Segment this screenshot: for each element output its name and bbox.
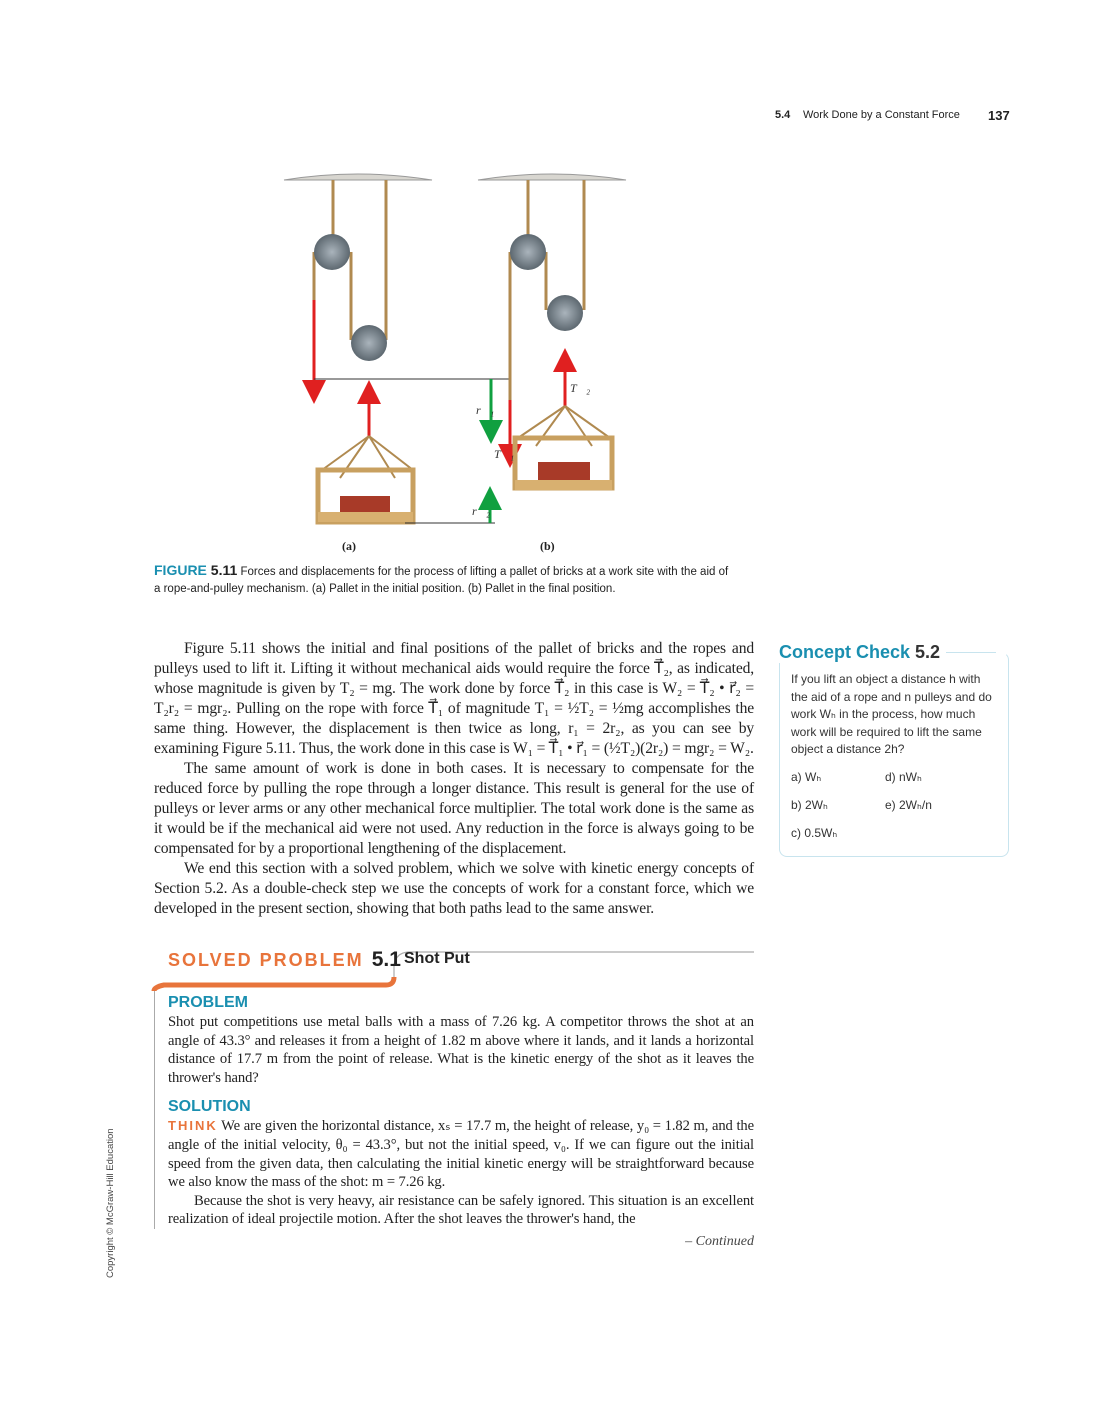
setup-a: [284, 174, 432, 522]
concept-check-title: Concept Check 5.2: [779, 642, 946, 663]
concept-check-question: If you lift an object a distance h with the aid of a rope and n pulleys and do work Wₕ in the process, how much work will be required to lift the same object a distance 2h?: [791, 672, 992, 756]
section-number: 5.4: [775, 109, 791, 121]
solved-problem: [154, 945, 754, 1251]
option-e: e) 2Wₕ/n: [885, 798, 932, 812]
think-label: THINK: [168, 1118, 218, 1134]
option-a: a) Wₕ: [791, 770, 822, 784]
label-panel-a: (a): [342, 539, 356, 553]
option-c: c) 0.5Wₕ: [791, 826, 838, 840]
solved-problem-title: Shot Put: [404, 950, 470, 967]
option-b: b) 2Wₕ: [791, 798, 828, 812]
paragraph: The same amount of work is done in both cases. It is necessary to compensate for the reduced force by pulling the rope through a longer distance. This result is general for the use of pulleys or lever arms or any other mechanical force multiplier. The total work done is the same as it would be if the mechanical aid were not used. Any reduction in the force is always going to be compensated for by a proportional lengthening of the displacement.: [154, 760, 754, 857]
label-r1: r⃗₁: [476, 403, 495, 417]
moving-pulley-b: [547, 295, 583, 331]
solved-problem-labelbox: [168, 948, 401, 972]
caption-text: Forces and displacements for the process of lifting a pallet of bricks at a work site with the aid of a rope-and-pulley mechanism. (a) Pallet in the initial position. (b) Pallet in the final position.: [154, 566, 729, 595]
solved-problem-body: [154, 989, 754, 1229]
option-d: d) nWₕ: [885, 770, 922, 784]
moving-pulley-a: [351, 325, 387, 361]
solution-heading: SOLUTION: [168, 1098, 251, 1116]
body-text: [154, 639, 754, 919]
bricks-b: [538, 462, 590, 480]
concept-check-border: [944, 652, 996, 653]
fixed-pulley-a: [314, 234, 350, 270]
caption-label: FIGURE 5.11: [154, 562, 238, 578]
problem-text: Shot put competitions use metal balls with a mass of 7.26 kg. A competitor throws the shot at an angle of 43.3° and releases it from a height of 1.82 m above where it lands, and it lands a horizontal distance of 17.7 m from the point of release. What is the kinetic energy of the shot as it leaves the thrower's hand?: [168, 1014, 754, 1086]
label-r2: r⃗₂: [472, 504, 491, 518]
label-t2: T⃗₂: [570, 381, 591, 395]
think-step: [168, 1117, 754, 1229]
figure-caption: [154, 562, 734, 598]
solved-problem-header: [154, 945, 754, 989]
label-panel-b: (b): [540, 539, 555, 553]
label-t1: T⃗₁: [494, 447, 515, 461]
paragraph: Figure 5.11 shows the initial and final positions of the pallet of bricks and the ropes and pulleys used to lift it. Lifting it without mechanical aids would require the force T⃗₂, as indicated, whose magnitude is given by T₂ = mg. The work done by force T⃗₂ in this case is W₂ = T⃗₂ • r⃗₂ = T₂r₂ = mgr₂. Pulling on the rope with force T⃗₁ of magnitude T₁ = ½T₂ = ½mg accomplishes the same thing. However, the displacement is then twice as long, r₁ = 2r₂, as you can see by examining Figure 5.11. Thus, the work done in this case is W₁ = T⃗₁ • r⃗₁ = (½T₂)(2r₂) = mgr₂ = W₂.: [154, 640, 754, 757]
copyright-notice: Copyright © McGraw-Hill Education: [105, 1128, 116, 1278]
think-text-continued: Because the shot is very heavy, air resistance can be safely ignored. This situation is an excellent realization of ideal projectile motion. After the shot leaves the thrower's hand, the: [168, 1192, 754, 1228]
page-number: 137: [988, 108, 1010, 123]
continued-note: – Continued: [685, 1233, 754, 1249]
paragraph: We end this section with a solved problem, which we solve with kinetic energy concepts of Section 5.2. As a double-check step we use the concepts of work for a constant force, which we developed in the present section, showing that both paths lead to the same answer.: [154, 860, 754, 917]
solved-problem-label: SOLVED PROBLEM: [168, 950, 364, 970]
running-header-title: Work Done by a Constant Force: [803, 109, 960, 121]
main-column: [154, 639, 754, 1251]
solved-problem-number: 5.1: [371, 948, 401, 971]
ceiling-beam-b: [478, 174, 626, 180]
fixed-pulley-b: [510, 234, 546, 270]
problem-heading: PROBLEM: [168, 994, 248, 1011]
bricks-a: [340, 496, 390, 512]
think-text: We are given the horizontal distance, xₛ = 17.7 m, the height of release, y₀ = 1.82 m, and the angle of the initial velocity, θ₀ = 43.3°, but not the initial speed, v₀. If we can figure out the initial speed from the given data, then calculating the initial kinetic energy will be straightforward because we also know the mass of the shot: m = 7.26 kg.: [168, 1118, 754, 1191]
ceiling-beam-a: [284, 174, 432, 180]
setup-b: [478, 174, 626, 490]
pulley-figure: [270, 160, 650, 560]
